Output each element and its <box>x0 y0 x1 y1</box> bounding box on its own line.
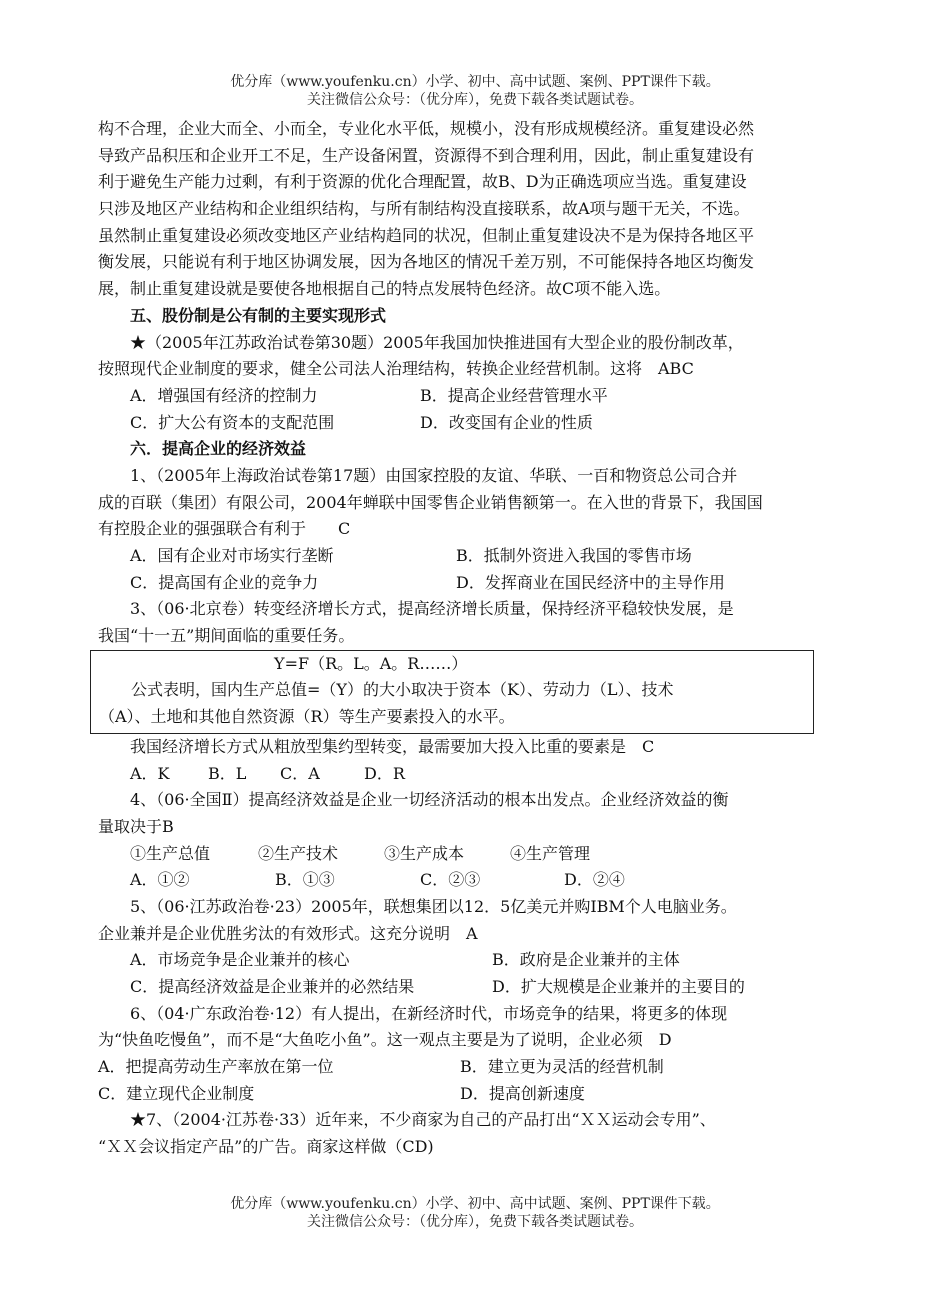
item-row <box>98 841 868 868</box>
section-6-heading: 六．提高企业的经济效益 <box>130 439 307 459</box>
option-b: B．抵制外资进入我国的零售市场 <box>456 546 692 565</box>
question-4-line: 4、（06·全国Ⅱ）提高经济效益是企业一切经济活动的根本出发点。企业经济效益的衡 <box>130 790 729 810</box>
section-5-heading: 五、股份制是公有制的主要实现形式 <box>130 305 387 325</box>
option-b: B．提高企业经营管理水平 <box>420 385 608 405</box>
item-1: ①生产总值 <box>130 843 211 863</box>
option-d: D．扩大规模是企业兼并的主要目的 <box>492 977 745 996</box>
option-c: C．扩大公有资本的支配范围 <box>130 412 335 432</box>
option-a: A．增强国有经济的控制力 <box>130 385 318 405</box>
option-row <box>98 410 868 437</box>
intro-line: 利于避免生产能力过剩，有利于资源的优化合理配置，故B、D为正确选项应当选。重复建设 <box>98 172 747 192</box>
option-c: C．提高国有企业的竞争力 <box>130 572 319 592</box>
formula-explanation-line: 公式表明，国内生产总值=（Y）的大小取决于资本（K）、劳动力（L）、技术 <box>131 680 674 700</box>
question-1-line: 成的百联（集团）有限公司，2004年蝉联中国零售企业销售额第一。在入世的背景下，我国国 <box>98 492 763 512</box>
intro-paragraph <box>98 116 868 303</box>
question-4-line: 量取决于B <box>98 816 174 836</box>
intro-line: 虽然制止重复建设必须改变地区产业结构趋同的状况，但制止重复建设决不是为保持各地区平 <box>98 225 755 245</box>
option-c: C．②③ <box>420 870 481 890</box>
question-1-line: 有控股企业的强强联合有利于 C <box>98 519 351 539</box>
option-d: D．②④ <box>564 870 625 890</box>
option-b: B．①③ <box>275 870 335 890</box>
option-b: B．建立更为灵活的经营机制 <box>460 1057 664 1077</box>
option-row <box>98 570 868 597</box>
option-row <box>98 867 868 894</box>
header-line-1: 优分库（www.youfenku.cn）小学、初中、高中试题、案例、PPT课件下载。 <box>230 74 720 90</box>
option-c: C．提高经济效益是企业兼并的必然结果 <box>130 977 415 996</box>
page-footer <box>0 1195 950 1231</box>
question-3-line: 3、（06·北京卷）转变经济增长方式，提高经济增长质量，保持经济平稳较快发展，是 <box>130 599 734 619</box>
option-a: A．K <box>130 763 170 783</box>
formula-explanation-line: （A）、土地和其他自然资源（R）等生产要素投入的水平。 <box>99 707 515 727</box>
option-a: A．国有企业对市场实行垄断 <box>130 546 334 565</box>
page-header <box>0 73 950 109</box>
question-7-line: “ＸＸ会议指定产品”的广告。商家这样做（CD) <box>98 1137 434 1157</box>
option-row <box>98 383 868 410</box>
section-5-question-line: ★（2005年江苏政治试卷第30题）2005年我国加快推进国有大型企业的股份制改革， <box>130 332 744 352</box>
option-row <box>98 974 868 1001</box>
option-row <box>98 947 868 974</box>
option-a: A．把提高劳动生产率放在第一位 <box>98 1057 334 1077</box>
option-d: D．提高创新速度 <box>460 1083 585 1103</box>
item-2: ②生产技术 <box>258 843 339 863</box>
option-row <box>98 1081 868 1108</box>
option-c: C．A <box>280 763 320 783</box>
option-a: A．①② <box>130 870 190 890</box>
question-1-line: 1、（2005年上海政治试卷第17题）由国家控股的友谊、华联、一百和物资总公司合并 <box>130 465 738 485</box>
header-line-2: 关注微信公众号：（优分库），免费下载各类试题试卷。 <box>307 92 643 108</box>
item-3: ③生产成本 <box>384 843 465 863</box>
section-5-question-line: 按照现代企业制度的要求，健全公司法人治理结构，转换企业经营机制。这将 ABC <box>98 359 694 379</box>
question-5-line: 企业兼并是企业优胜劣汰的有效形式。这充分说明 A <box>98 923 478 943</box>
option-row <box>98 761 868 788</box>
option-row <box>98 1054 868 1081</box>
question-6-line: 为“快鱼吃慢鱼”，而不是“大鱼吃小鱼”。这一观点主要是为了说明，企业必须 D <box>98 1030 672 1050</box>
formula-box <box>90 650 814 734</box>
question-7-line: ★7、（2004·江苏卷·33）近年来，不少商家为自己的产品打出“ＸＸ运动会专用”、 <box>130 1110 716 1130</box>
intro-line: 只涉及地区产业结构和企业组织结构，与所有制结构没直接联系，故A项与题干无关，不选。 <box>98 199 750 219</box>
question-5-line: 5、（06·江苏政治卷·23）2005年，联想集团以12．5亿美元并购IBM个人电脑业务。 <box>130 896 737 916</box>
intro-line: 构不合理，企业大而全、小而全，专业化水平低，规模小，没有形成规模经济。重复建设必然 <box>98 119 755 138</box>
question-3-line: 我国“十一五”期间面临的重要任务。 <box>98 626 355 646</box>
option-a: A．市场竞争是企业兼并的核心 <box>130 950 350 970</box>
question-6-line: 6、（04·广东政治卷·12）有人提出，在新经济时代，市场竞争的结果，将更多的体现 <box>130 1003 728 1023</box>
option-d: D．发挥商业在国民经济中的主导作用 <box>456 572 725 592</box>
formula: Y=F（R。L。A。R……） <box>274 653 468 673</box>
intro-line: 导致产品积压和企业开工不足，生产设备闲置，资源得不到合理利用，因此，制止重复建设有 <box>98 145 755 165</box>
option-d: D．R <box>364 763 405 783</box>
item-4: ④生产管理 <box>510 843 591 863</box>
option-row <box>98 543 868 570</box>
footer-line-2: 关注微信公众号：（优分库），免费下载各类试题试卷。 <box>307 1214 643 1230</box>
intro-line: 衡发展，只能说有利于地区协调发展，因为各地区的情况千差万别，不可能保持各地区均衡发 <box>98 252 755 272</box>
option-b: B．政府是企业兼并的主体 <box>492 950 680 970</box>
option-c: C．建立现代企业制度 <box>98 1083 255 1103</box>
option-b: B．L <box>208 763 247 783</box>
option-d: D．改变国有企业的性质 <box>420 412 593 432</box>
intro-line: 展，制止重复建设就是要使各地根据自己的特点发展特色经济。故C项不能入选。 <box>98 279 671 299</box>
question-3-stem: 我国经济增长方式从粗放型集约型转变，最需要加大投入比重的要素是 C <box>130 736 655 756</box>
footer-line-1: 优分库（www.youfenku.cn）小学、初中、高中试题、案例、PPT课件下载。 <box>230 1196 720 1212</box>
document-body <box>98 116 868 1161</box>
